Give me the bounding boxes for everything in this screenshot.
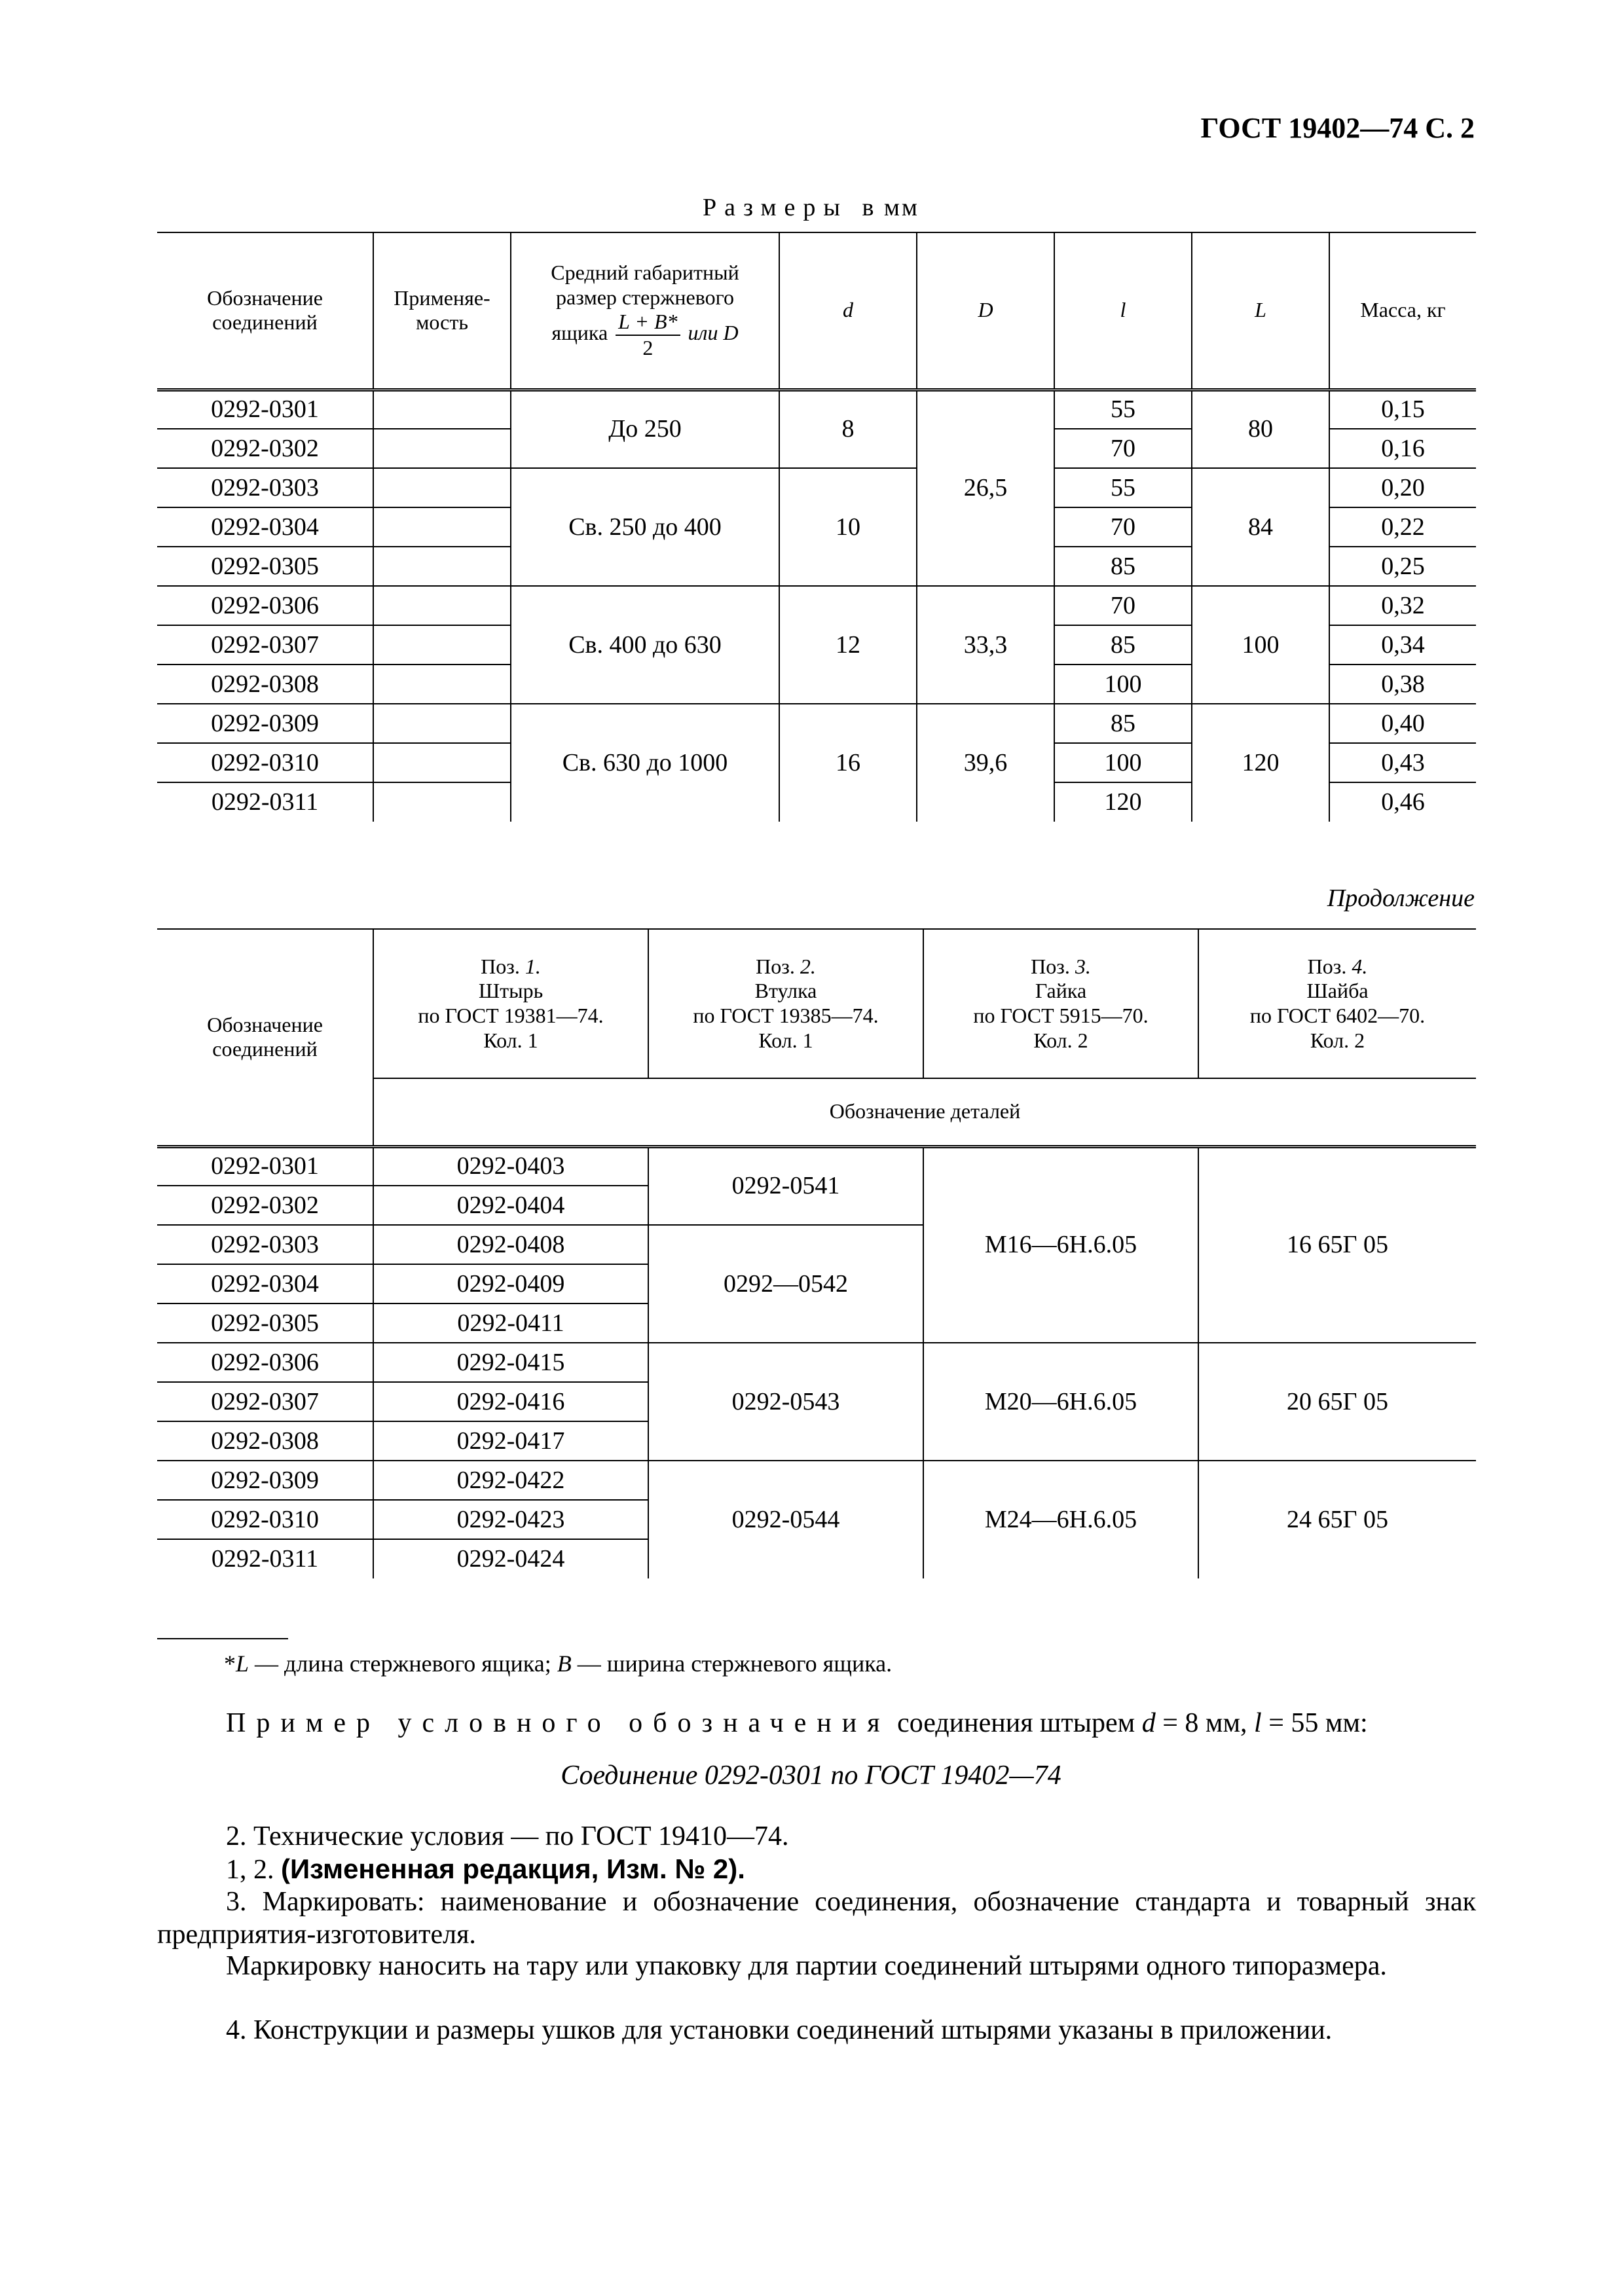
row-mass: 0,43 <box>1329 743 1476 782</box>
col-header-designation: Обозначение соединений <box>157 232 373 390</box>
row-l: 120 <box>1054 782 1192 822</box>
row-mass: 0,15 <box>1329 390 1476 429</box>
row-pin: 0292-0404 <box>373 1186 648 1225</box>
table-header-row <box>157 232 1476 390</box>
row-code: 0292-0310 <box>157 743 373 782</box>
row-pin: 0292-0417 <box>373 1421 648 1461</box>
group-d: 8 <box>779 390 917 468</box>
row-pin: 0292-0415 <box>373 1343 648 1382</box>
table-row <box>157 1146 1476 1186</box>
col-header-pos3 <box>923 929 1198 1078</box>
pos3-number: 3. <box>1075 954 1091 978</box>
paragraph-4: 4. Конструкции и размеры ушков для установки соединений штырями указаны в приложении. <box>226 2015 1333 2045</box>
row-code: 0292-0305 <box>157 1303 373 1343</box>
row-code: 0292-0307 <box>157 1382 373 1421</box>
row-pin: 0292-0409 <box>373 1264 648 1303</box>
table-row <box>157 468 1476 507</box>
row-mass: 0,40 <box>1329 704 1476 743</box>
example-text1: соединения штырем <box>890 1708 1142 1738</box>
group-washer: 24 65Г 05 <box>1198 1461 1476 1578</box>
pos2-label <box>649 955 923 979</box>
footnote-text2: — ширина стержневого ящика. <box>571 1650 893 1677</box>
row-code: 0292-0302 <box>157 429 373 468</box>
pos2-name: Втулка <box>754 979 817 1003</box>
row-code: 0292-0302 <box>157 1186 373 1225</box>
row-mass: 0,20 <box>1329 468 1476 507</box>
row-code: 0292-0308 <box>157 665 373 704</box>
footnote-star: * <box>224 1650 236 1677</box>
row-applicability <box>373 586 511 625</box>
pos3-label <box>924 955 1198 979</box>
col-header-D: D <box>917 232 1054 390</box>
dimensions-table <box>157 232 1476 822</box>
pos2-number: 2. <box>800 954 816 978</box>
row-applicability <box>373 429 511 468</box>
row-code: 0292-0307 <box>157 625 373 665</box>
row-applicability <box>373 547 511 586</box>
mean-size-or-label: или D <box>688 321 739 345</box>
row-code: 0292-0301 <box>157 390 373 429</box>
pos2-prefix: Поз. <box>756 954 795 978</box>
pos3-prefix: Поз. <box>1031 954 1070 978</box>
pos4-prefix: Поз. <box>1307 954 1347 978</box>
col-header-parts-designation: Обозначение деталей <box>373 1078 1476 1146</box>
group-size: Св. 400 до 630 <box>511 586 779 704</box>
row-l: 100 <box>1054 665 1192 704</box>
row-mass: 0,32 <box>1329 586 1476 625</box>
row-pin: 0292-0423 <box>373 1500 648 1539</box>
pos1-label <box>374 955 648 979</box>
pos3-name: Гайка <box>1035 979 1087 1003</box>
group-washer: 20 65Г 05 <box>1198 1343 1476 1461</box>
group-bushing: 0292-0541 <box>648 1146 923 1225</box>
row-applicability <box>373 704 511 743</box>
group-d: 16 <box>779 704 917 822</box>
col-header-L: L <box>1192 232 1329 390</box>
col-header-pos4 <box>1198 929 1476 1078</box>
row-code: 0292-0311 <box>211 788 319 816</box>
group-size: До 250 <box>511 390 779 468</box>
row-pin: 0292-0424 <box>373 1539 648 1578</box>
row-pin: 0292-0403 <box>373 1146 648 1186</box>
group-d: 10 <box>779 468 917 586</box>
row-code: 0292-0303 <box>157 468 373 507</box>
col-header-designation: Обозначение соединений <box>157 929 373 1146</box>
row-applicability <box>373 507 511 547</box>
row-l: 85 <box>1054 704 1192 743</box>
row-code: 0292-0309 <box>157 704 373 743</box>
pos1-quantity: Кол. 1 <box>483 1028 538 1052</box>
row-l: 70 <box>1054 507 1192 547</box>
col-header-pos1 <box>373 929 648 1078</box>
footnote-B: B <box>557 1650 572 1677</box>
paragraph-2: 2. Технические условия — по ГОСТ 19410—74. <box>226 1821 789 1851</box>
row-mass: 0,16 <box>1329 429 1476 468</box>
row-l: 55 <box>1054 468 1192 507</box>
group-nut: M20—6H.6.05 <box>923 1343 1198 1461</box>
paragraph-amendment <box>226 1853 745 1886</box>
row-applicability <box>373 625 511 665</box>
units-caption-label: Размеры <box>703 194 848 221</box>
pos4-name: Шайба <box>1306 979 1369 1003</box>
table-row <box>157 1461 1476 1500</box>
col-header-mean-size <box>511 232 779 390</box>
table-row <box>157 390 1476 429</box>
example-text3: = 55 мм: <box>1261 1708 1368 1738</box>
col-header-applicability: Применяе- мость <box>373 232 511 390</box>
group-size: Св. 630 до 1000 <box>511 704 779 822</box>
row-applicability <box>373 782 511 822</box>
row-mass: 0,22 <box>1329 507 1476 547</box>
group-bushing: 0292-0543 <box>648 1343 923 1461</box>
row-applicability <box>373 390 511 429</box>
col-header-mass: Масса, кг <box>1329 232 1476 390</box>
pos1-number: 1. <box>525 954 541 978</box>
units-caption <box>0 193 1622 222</box>
table-row <box>157 586 1476 625</box>
pos2-standard: по ГОСТ 19385—74. <box>693 1004 879 1027</box>
parts-table <box>157 928 1476 1578</box>
table-row <box>157 1343 1476 1382</box>
amendment-prefix: 1, 2. <box>226 1855 281 1885</box>
row-applicability <box>373 468 511 507</box>
pos2-quantity: Кол. 1 <box>758 1028 813 1052</box>
example-spaced-label: Пример условного обозначения <box>226 1708 891 1738</box>
pos3-quantity: Кол. 2 <box>1033 1028 1088 1052</box>
row-code: 0292-0303 <box>157 1225 373 1264</box>
continuation-label: Продолжение <box>1327 884 1475 912</box>
mean-size-box-label: ящика <box>551 321 608 345</box>
row-code: 0292-0306 <box>157 1343 373 1382</box>
row-code: 0292-0304 <box>157 1264 373 1303</box>
pos4-standard: по ГОСТ 6402—70. <box>1249 1004 1426 1027</box>
row-code: 0292-0305 <box>157 547 373 586</box>
row-pin: 0292-0422 <box>373 1461 648 1500</box>
paragraph-3: 3. Маркировать: наименование и обозначение соединения, обозначение стандарта и товарный знак предприятия-изготовителя. <box>157 1887 1476 1950</box>
group-nut: M16—6H.6.05 <box>923 1146 1198 1343</box>
pos1-name: Штырь <box>478 979 544 1003</box>
row-mass: 0,46 <box>1329 782 1476 822</box>
example-line <box>226 1707 1368 1739</box>
row-l: 70 <box>1054 429 1192 468</box>
row-pin: 0292-0416 <box>373 1382 648 1421</box>
footnote-text1: — длина стержневого ящика; <box>249 1650 557 1677</box>
paragraph-3b: Маркировку наносить на тару или упаковку для партии соединений штырями одного типоразмера. <box>226 1951 1387 1981</box>
example-formula: Соединение 0292-0301 по ГОСТ 19402—74 <box>561 1760 1061 1791</box>
pos4-label <box>1199 955 1476 979</box>
units-caption-unit: в мм <box>862 194 919 221</box>
group-washer: 16 65Г 05 <box>1198 1146 1476 1343</box>
mean-size-line3 <box>511 310 779 361</box>
group-D: 39,6 <box>917 704 1054 822</box>
group-D: 26,5 <box>917 390 1054 586</box>
table-header-row <box>157 929 1476 1078</box>
pos1-standard: по ГОСТ 19381—74. <box>418 1004 604 1027</box>
row-code: 0292-0304 <box>157 507 373 547</box>
group-D: 33,3 <box>917 586 1054 704</box>
group-L: 100 <box>1192 586 1329 704</box>
row-pin: 0292-0408 <box>373 1225 648 1264</box>
group-size: Св. 250 до 400 <box>511 468 779 586</box>
row-code: 0292-0306 <box>157 586 373 625</box>
group-bushing: 0292-0544 <box>648 1461 923 1578</box>
row-l: 55 <box>1054 390 1192 429</box>
mean-size-line2: размер стержневого <box>556 285 734 309</box>
row-l: 70 <box>1054 586 1192 625</box>
fraction-denominator: 2 <box>642 336 654 359</box>
row-mass: 0,25 <box>1329 547 1476 586</box>
row-applicability <box>373 665 511 704</box>
pos4-quantity: Кол. 2 <box>1310 1028 1365 1052</box>
row-l: 100 <box>1054 743 1192 782</box>
group-L: 80 <box>1192 390 1329 468</box>
row-code: 0292-0311 <box>211 1545 319 1573</box>
footnote-L: L <box>236 1650 249 1677</box>
row-code: 0292-0310 <box>157 1500 373 1539</box>
group-d: 12 <box>779 586 917 704</box>
row-code: 0292-0308 <box>157 1421 373 1461</box>
table-row <box>157 704 1476 743</box>
fraction-numerator: L + B* <box>616 310 680 336</box>
row-pin: 0292-0411 <box>373 1303 648 1343</box>
example-d: d <box>1141 1708 1156 1738</box>
row-code: 0292-0301 <box>157 1146 373 1186</box>
row-code: 0292-0309 <box>157 1461 373 1500</box>
pos1-prefix: Поз. <box>481 954 520 978</box>
pos3-standard: по ГОСТ 5915—70. <box>973 1004 1149 1027</box>
footnote <box>224 1650 892 1677</box>
pos4-number: 4. <box>1352 954 1368 978</box>
row-l: 85 <box>1054 625 1192 665</box>
mean-size-line1: Средний габаритный <box>551 260 739 284</box>
group-L: 84 <box>1192 468 1329 586</box>
amendment-note: (Измененная редакция, Изм. № 2). <box>281 1853 745 1884</box>
footnote-rule <box>157 1638 288 1639</box>
group-L: 120 <box>1192 704 1329 822</box>
group-nut: M24—6H.6.05 <box>923 1461 1198 1578</box>
row-l: 85 <box>1054 547 1192 586</box>
row-applicability <box>373 743 511 782</box>
col-header-pos2 <box>648 929 923 1078</box>
example-text2: = 8 мм, <box>1155 1708 1255 1738</box>
col-header-d: d <box>779 232 917 390</box>
row-mass: 0,38 <box>1329 665 1476 704</box>
page-header: ГОСТ 19402—74 С. 2 <box>1200 112 1475 144</box>
col-header-l: l <box>1054 232 1192 390</box>
row-mass: 0,34 <box>1329 625 1476 665</box>
example-l: l <box>1254 1708 1262 1738</box>
mean-size-fraction <box>616 310 680 361</box>
group-bushing: 0292—0542 <box>648 1225 923 1343</box>
